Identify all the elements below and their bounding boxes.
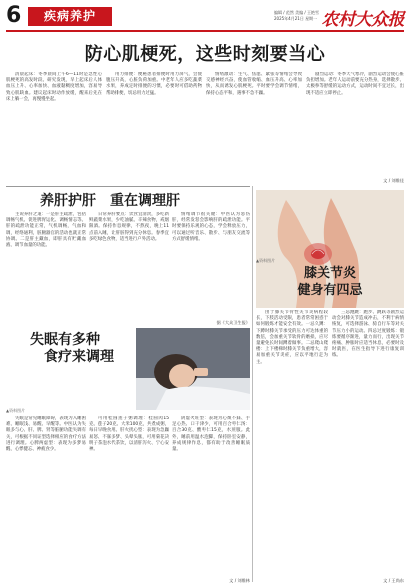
page-number: 6 bbox=[6, 3, 22, 28]
article4-col1 bbox=[6, 416, 86, 580]
article3-byline: 文 / 王尚东 bbox=[383, 578, 404, 583]
article4-col2-text: 可用桂圆莲子粥调理：桂圆肉15克、莲子20克、大米100克，共煮成粥，每日早晚食用。肝火扰心型：表现为急躁易怒、不寐多梦、头晕头胀，可用菊花决明子茶泡水代茶饮，以清肝泻火、宁心安神。 bbox=[89, 416, 169, 453]
article1-col1 bbox=[6, 72, 102, 182]
article2-title: 养肝护肝 重在调理肝 bbox=[40, 193, 180, 209]
article2-col2-text: 日常养肝要点：饮食宜清淡，多吃新鲜蔬菜水果，少吃油腻、辛辣食物，戒烟限酒。保持作息规律，不熬夜，晚上11点前入睡，让肝脏得到充分休息。春季宜多吃绿色食物，适当进行户外活动。 bbox=[89, 212, 169, 242]
article4-col3 bbox=[172, 416, 250, 580]
header-editors: 编辑 / 范然 美编 / 王艳雪 bbox=[274, 10, 320, 15]
column-divider bbox=[252, 186, 253, 582]
article4-byline: 文 / 刘维林 bbox=[229, 578, 250, 583]
article3-title-line1: 膝关节炎 bbox=[303, 266, 356, 281]
article3-col2-text: 三忌跑跳：跑步、跳跃等剧烈运动会对膝关节造成冲击，不利于病情恢复，可选择游泳、骑自行车等对关节压力小的运动。四忌过度锻炼：锻炼要循序渐进，量力而行，出现关节疼痛、肿胀时应适当休息，必要时及时就医，在医生指导下进行康复训练。 bbox=[332, 310, 404, 359]
section-tag: 疾病养护 bbox=[28, 7, 112, 26]
article1-col2-text: 用力排便：便秘患者排便时用力屏气，会使腹压升高，心脏负荷加重。中老年人应多吃蔬菜水果，养成定时排便的习惯，必要时可借助药物帮助排便，切忌用力过猛。 bbox=[106, 72, 202, 96]
article4-title-line2: 食疗来调理 bbox=[44, 349, 114, 365]
insomnia-photo-caption: ▲资料图片 bbox=[6, 408, 26, 413]
article3-col1 bbox=[256, 310, 328, 580]
insomnia-photo bbox=[136, 328, 250, 410]
article1-col3 bbox=[206, 72, 302, 182]
article1-col4-text: 剧烈运动：冬季天气寒冷，剧烈运动会使心脏负担增加。老年人运动前要充分热身，选择散步、太极拳等舒缓的运动方式，运动时间不宜过长，出现不适应立即停止。 bbox=[306, 72, 404, 96]
article4-col2 bbox=[89, 416, 169, 580]
article4-title bbox=[30, 332, 114, 366]
article2-byline: 据《大众卫生报》 bbox=[216, 320, 250, 325]
article4-col1-text: 失眠是常见睡眠障碍，表现为入睡困难、睡眠浅、易醒、早醒等。中医认为失眠多与心、肝、脾、肾等脏腑功能失调有关，可根据不同证型选择相应的食疗方法进行调理。心脾两虚型：表现为多梦易醒、心悸健忘、神疲食少。 bbox=[6, 416, 86, 453]
article1-col3-text: 情绪激动：生气、焦虑、紧张等情绪会导致交感神经兴奋，使血管收缩、血压升高、心率加快，从而诱发心肌梗死。平时要学会调节情绪，保持心态平和，遇事不急不躁。 bbox=[206, 72, 302, 96]
article2-top-rule bbox=[6, 186, 250, 187]
article4-title-line1: 失眠有多种 bbox=[30, 332, 100, 348]
article3-col1-text: 由于膝关节骨性关节炎病程较长，下肢活动受限，患者常常困惑于如何锻炼才能安全有效。一忌久蹲：下蹲时膝关节承受的压力可达体重的数倍，会加重关节软骨的磨损，应尽量避免长时间蹲着做事。二忌爬山爬楼：上下楼梯时膝关节负重增大，容易加重关节炎症，应以平地行走为主。 bbox=[256, 310, 328, 365]
article3-title bbox=[256, 265, 404, 299]
article2-col3 bbox=[172, 212, 250, 322]
article3-title-line2: 健身有四忌 bbox=[297, 283, 363, 298]
header-date: 2025年4月21日 星期一 bbox=[274, 16, 318, 21]
article1-title: 防心肌梗死，这些时刻要当心 bbox=[84, 44, 326, 65]
article1-col4 bbox=[306, 72, 404, 182]
article2-col3-text: 情绪调节很关键：中医认为怒伤肝，经常发怒会影响肝的疏泄功能。平时要保持乐观的心态，学会释放压力，可以通过听音乐、散步、与朋友交流等方式舒缓情绪。 bbox=[172, 212, 250, 242]
article2-col1 bbox=[6, 212, 86, 322]
article2-col1-text: 主说养肝之道：一是肝主疏泄，包括调畅气机、促进脾胃运化、调畅情志等。肝的疏泄功能正常，气机调畅，气血和调，经络通利，脏腑器官的活动也就正常协调。二是肝主藏血，即肝具有贮藏血液、调节血量的功能。 bbox=[6, 212, 86, 249]
knee-photo-caption: ▲资料图片 bbox=[256, 258, 276, 263]
masthead-logo: 农村大众报 bbox=[321, 10, 404, 30]
article4-col3-text: 阴虚火旺型：表现为心烦不寐、手足心热、口干津少，可用百合枣仁汤：百合30克、酸枣仁15克，水煎服。此外，睡前用温水泡脚，保持卧室安静，养成规律作息，都有助于改善睡眠质量。 bbox=[172, 416, 250, 453]
article1-col2 bbox=[106, 72, 202, 182]
article3-col2 bbox=[332, 310, 404, 580]
insomnia-illustration bbox=[136, 328, 250, 410]
article1-byline: 文 / 刘维佳 bbox=[383, 178, 404, 183]
page-header bbox=[6, 4, 404, 30]
article1-col1-text: 清晨起床：冬季晨间上午6—11时是急性心肌梗死的高发时段。研究发现，早上起床后人体血压上升、心率加快、血液黏稠度增加，容易导致心肌缺血。建议起床时动作放缓，醒来后先在床上躺一会，再慢慢坐起。 bbox=[6, 72, 102, 102]
article2-col2 bbox=[89, 212, 169, 322]
header-rule bbox=[6, 30, 404, 32]
